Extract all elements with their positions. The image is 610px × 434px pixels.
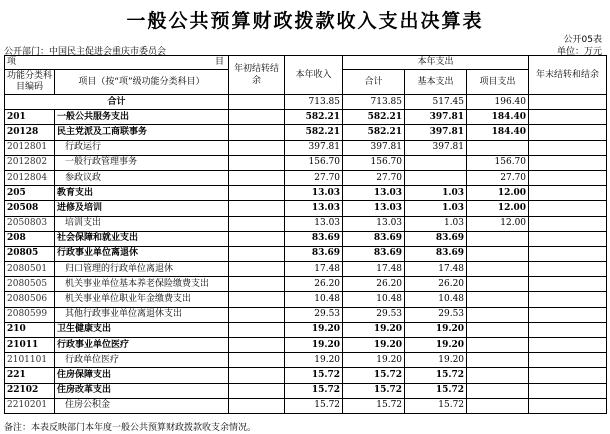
table-row [5,292,607,307]
row-begin-balance [229,201,285,216]
row-end-balance [529,353,607,368]
row-project-expense [467,398,529,413]
row-begin-balance [229,307,285,322]
row-income: 582.21 [285,125,343,140]
row-income: 13.03 [285,186,343,201]
row-code: 21011 [5,338,55,353]
row-item-name: 卫生健康支出 [55,322,229,337]
row-basic-expense: 397.81 [405,125,467,140]
row-end-balance [529,140,607,155]
row-income: 29.53 [285,307,343,322]
row-project-expense [467,322,529,337]
row-income: 83.69 [285,246,343,261]
unit-label: 单位：万元 [556,47,602,57]
row-income: 15.72 [285,383,343,398]
table-row [5,322,607,337]
header-expense-group: 本年支出 [343,56,529,70]
row-expense-total: 27.70 [343,170,405,185]
row-item-name: 机关事业单位职业年金缴费支出 [55,292,229,307]
row-item-name: 住房公积金 [55,398,229,413]
row-code: 2080501 [5,262,55,277]
table-row [5,246,607,261]
row-expense-total: 13.03 [343,186,405,201]
header-item: 项目（按“项”级功能分类科目） [55,70,229,95]
row-code: 2012801 [5,140,55,155]
row-expense-total: 397.81 [343,140,405,155]
row-end-balance [529,110,607,125]
row-item-name: 一般行政管理事务 [55,155,229,170]
row-basic-expense: 1.03 [405,186,467,201]
row-end-balance [529,398,607,413]
row-end-balance [529,322,607,337]
row-expense-total: 83.69 [343,246,405,261]
row-basic-expense: 15.72 [405,383,467,398]
row-expense-total: 19.20 [343,338,405,353]
row-begin-balance [229,125,285,140]
table-row [5,353,607,368]
row-income: 582.21 [285,110,343,125]
row-expense-total: 13.03 [343,201,405,216]
row-expense-total: 19.20 [343,322,405,337]
row-begin-balance [229,246,285,261]
row-end-balance [529,277,607,292]
row-income: 17.48 [285,262,343,277]
row-project-expense [467,246,529,261]
total-income: 713.85 [285,95,343,110]
row-income: 19.20 [285,338,343,353]
row-begin-balance [229,338,285,353]
row-end-balance [529,246,607,261]
row-expense-total: 19.20 [343,353,405,368]
row-end-balance [529,307,607,322]
row-basic-expense: 83.69 [405,246,467,261]
row-item-name: 培训支出 [55,216,229,231]
total-basic: 517.45 [405,95,467,110]
table-row [5,231,607,246]
table-row [5,216,607,231]
row-end-balance [529,262,607,277]
row-item-name: 参政议政 [55,170,229,185]
page-title: 一般公共预算财政拨款收入支出决算表 [126,10,484,32]
table-row [5,155,607,170]
row-basic-expense [405,155,467,170]
row-basic-expense: 397.81 [405,110,467,125]
row-code: 20508 [5,201,55,216]
header-income: 本年收入 [285,56,343,95]
row-begin-balance [229,383,285,398]
row-end-balance [529,201,607,216]
row-code: 2101101 [5,353,55,368]
table-row [5,307,607,322]
row-begin-balance [229,322,285,337]
row-code: 2012802 [5,155,55,170]
row-basic-expense [405,170,467,185]
row-item-name: 一般公共服务支出 [55,110,229,125]
row-project-expense: 184.40 [467,110,529,125]
header-mu: 目 [215,57,225,67]
row-code: 2050803 [5,216,55,231]
row-income: 13.03 [285,216,343,231]
row-item-name: 行政运行 [55,140,229,155]
row-item-name: 住房改革支出 [55,383,229,398]
row-item-name: 行政单位医疗 [55,353,229,368]
row-item-name: 住房保障支出 [55,368,229,383]
row-item-name: 教育支出 [55,186,229,201]
row-end-balance [529,368,607,383]
table-row [5,186,607,201]
row-end-balance [529,155,607,170]
row-expense-total: 156.70 [343,155,405,170]
row-end-balance [529,170,607,185]
row-basic-expense: 19.20 [405,338,467,353]
row-end-balance [529,338,607,353]
row-income: 397.81 [285,140,343,155]
header-code: 功能分类科目编码 [5,70,55,95]
row-item-name: 机关事业单位基本养老保险缴费支出 [55,277,229,292]
row-code: 201 [5,110,55,125]
header-total: 合计 [343,70,405,95]
table-row [5,125,607,140]
table-row [5,398,607,413]
row-code: 205 [5,186,55,201]
header-begin-balance: 年初结转结余 [229,56,285,95]
total-begin-balance [229,95,285,110]
row-project-expense [467,307,529,322]
row-income: 26.20 [285,277,343,292]
row-project-expense: 156.70 [467,155,529,170]
row-item-name: 归口管理的行政单位离退休 [55,262,229,277]
row-expense-total: 15.72 [343,368,405,383]
row-expense-total: 29.53 [343,307,405,322]
row-code: 2210201 [5,398,55,413]
row-income: 27.70 [285,170,343,185]
row-income: 15.72 [285,398,343,413]
row-item-name: 行政事业单位离退休 [55,246,229,261]
row-income: 19.20 [285,322,343,337]
total-end-balance [529,95,607,110]
row-project-expense [467,140,529,155]
row-income: 83.69 [285,231,343,246]
row-income: 10.48 [285,292,343,307]
row-project-expense [467,262,529,277]
row-expense-total: 13.03 [343,216,405,231]
row-begin-balance [229,353,285,368]
row-basic-expense: 15.72 [405,398,467,413]
row-begin-balance [229,262,285,277]
row-basic-expense: 19.20 [405,353,467,368]
row-basic-expense: 15.72 [405,368,467,383]
row-expense-total: 17.48 [343,262,405,277]
row-code: 2080505 [5,277,55,292]
row-begin-balance [229,216,285,231]
header-project: 项目支出 [467,70,529,95]
row-expense-total: 10.48 [343,292,405,307]
row-project-expense [467,292,529,307]
table-row [5,368,607,383]
table-row [5,277,607,292]
table-row [5,170,607,185]
row-basic-expense: 29.53 [405,307,467,322]
row-begin-balance [229,277,285,292]
row-basic-expense: 26.20 [405,277,467,292]
row-income: 19.20 [285,353,343,368]
row-end-balance [529,125,607,140]
row-basic-expense: 83.69 [405,231,467,246]
header-end-balance: 年末结转和结余 [529,56,607,95]
row-project-expense: 184.40 [467,125,529,140]
row-item-name: 进修及培训 [55,201,229,216]
row-project-expense [467,338,529,353]
row-project-expense [467,383,529,398]
row-project-expense: 12.00 [467,201,529,216]
row-code: 221 [5,368,55,383]
row-basic-expense: 17.48 [405,262,467,277]
row-project-expense [467,277,529,292]
table-row [5,140,607,155]
department-label: 公开部门：中国民主促进会重庆市委员会 [4,47,167,57]
row-begin-balance [229,155,285,170]
total-row [5,95,607,110]
row-expense-total: 15.72 [343,398,405,413]
row-project-expense [467,368,529,383]
table-row [5,338,607,353]
table-row [5,383,607,398]
row-expense-total: 582.21 [343,110,405,125]
budget-table [4,55,607,414]
row-end-balance [529,186,607,201]
header-xiang: 项 [7,57,17,67]
row-code: 20128 [5,125,55,140]
row-begin-balance [229,368,285,383]
row-income: 15.72 [285,368,343,383]
row-end-balance [529,231,607,246]
row-code: 210 [5,322,55,337]
table-row [5,201,607,216]
row-code: 20805 [5,246,55,261]
row-expense-total: 26.20 [343,277,405,292]
total-project: 196.40 [467,95,529,110]
row-begin-balance [229,292,285,307]
row-basic-expense: 1.03 [405,201,467,216]
total-label: 合计 [5,95,229,110]
row-project-expense [467,231,529,246]
row-begin-balance [229,398,285,413]
header-xiang-mu [5,56,229,70]
row-basic-expense: 10.48 [405,292,467,307]
row-code: 208 [5,231,55,246]
row-item-name: 其他行政事业单位离退休支出 [55,307,229,322]
row-basic-expense: 19.20 [405,322,467,337]
row-end-balance [529,216,607,231]
row-project-expense: 12.00 [467,186,529,201]
row-begin-balance [229,140,285,155]
row-expense-total: 83.69 [343,231,405,246]
row-project-expense: 12.00 [467,216,529,231]
row-expense-total: 582.21 [343,125,405,140]
row-begin-balance [229,170,285,185]
row-code: 2080506 [5,292,55,307]
row-code: 22102 [5,383,55,398]
total-expense: 713.85 [343,95,405,110]
row-end-balance [529,383,607,398]
row-item-name: 民主党派及工商联事务 [55,125,229,140]
row-begin-balance [229,231,285,246]
footnote: 备注：本表反映部门本年度一般公共预算财政拨款收支余情况。 [4,423,257,433]
row-basic-expense: 397.81 [405,140,467,155]
table-row [5,262,607,277]
row-item-name: 社会保障和就业支出 [55,231,229,246]
row-item-name: 行政事业单位医疗 [55,338,229,353]
form-number: 公开05表 [563,35,602,45]
row-income: 156.70 [285,155,343,170]
row-begin-balance [229,110,285,125]
row-basic-expense: 1.03 [405,216,467,231]
row-code: 2012804 [5,170,55,185]
row-project-expense [467,353,529,368]
row-end-balance [529,292,607,307]
table-row [5,110,607,125]
header-basic: 基本支出 [405,70,467,95]
row-income: 13.03 [285,201,343,216]
row-expense-total: 15.72 [343,383,405,398]
row-project-expense: 27.70 [467,170,529,185]
row-code: 2080599 [5,307,55,322]
row-begin-balance [229,186,285,201]
